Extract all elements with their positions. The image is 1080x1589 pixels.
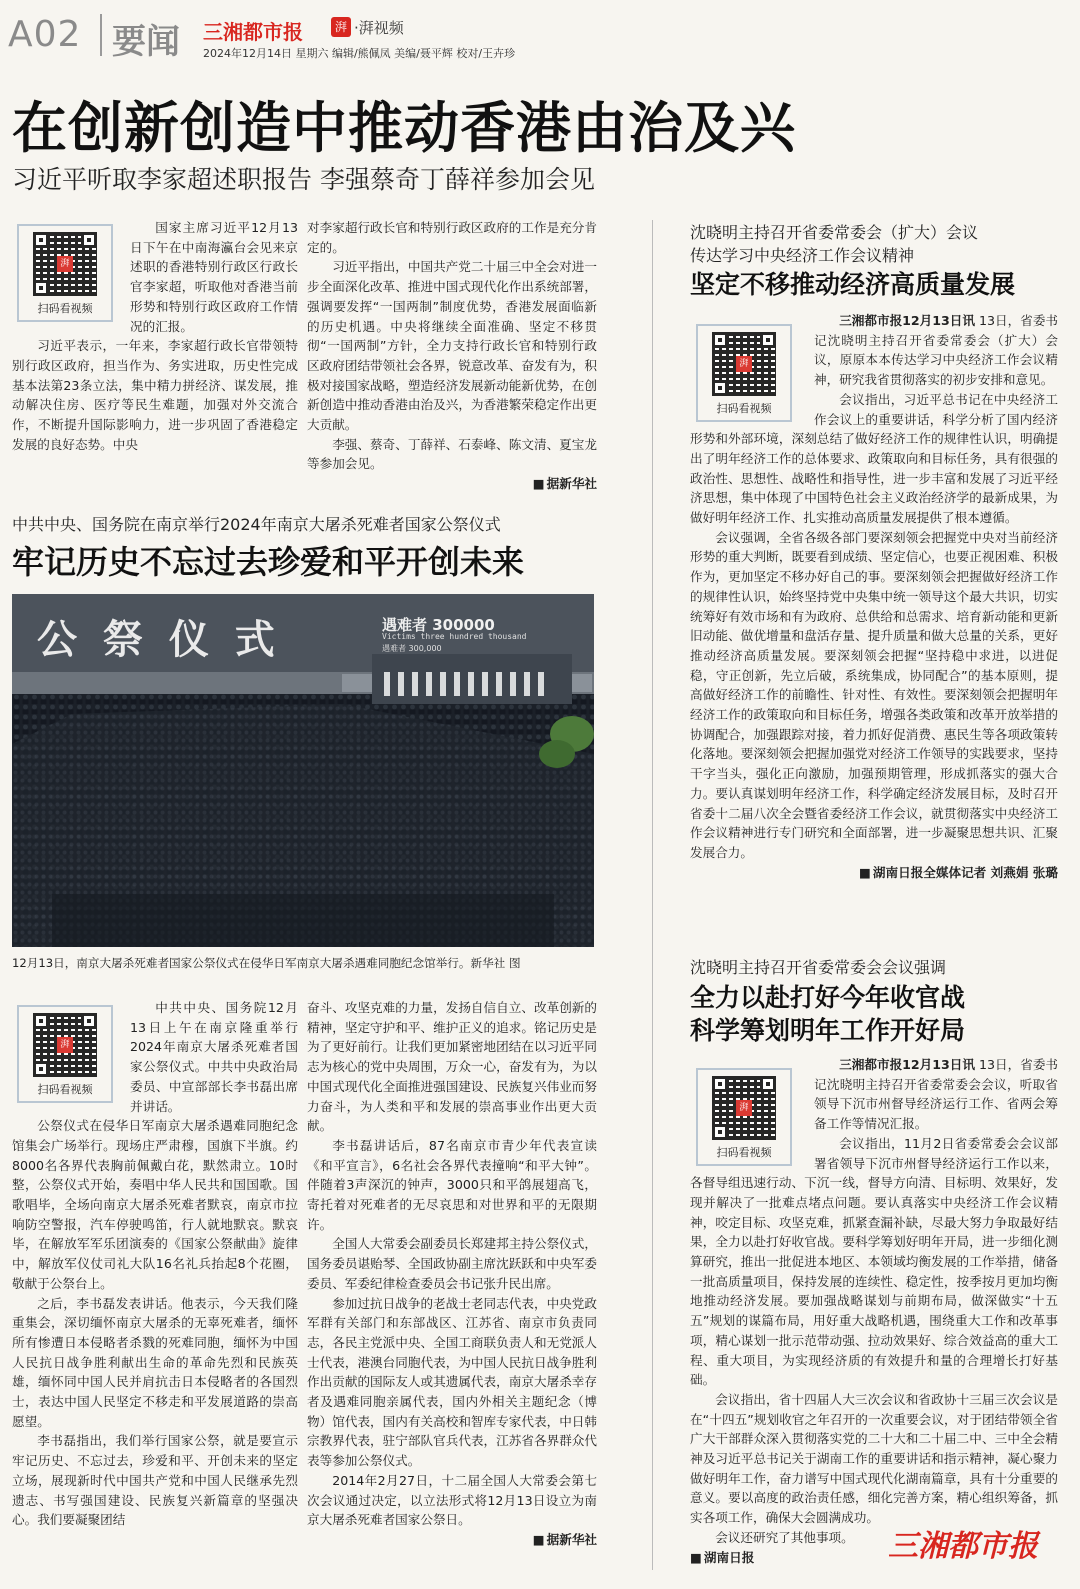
page-number: A02 xyxy=(8,14,82,55)
lead-column-1 xyxy=(12,218,298,468)
paragraph: 三湘都市报12月13日讯 13日，省委书记沈晓明主持召开省委常委会会议，听取省领导下沉市州督导经济运行工作、省两会筹备工作等情况汇报。 xyxy=(814,1057,1059,1132)
paragraph: 李书磊讲话后，87名南京市青少年代表宣读《和平宣言》，6名社会各界代表撞响“和平大钟”。伴随着3声深沉的钟声，3000只和平鸽展翅高飞，寄托着对死难者的无尽哀思和对世界和平的无限期许。 xyxy=(307,1137,597,1232)
paragraph: 全国人大常委会副委员长郑建邦主持公祭仪式，国务委员谌贻琴、全国政协副主席沈跃跃和中央军委委员、军委纪律检查委员会书记张升民出席。 xyxy=(307,1236,597,1291)
paragraph: 国家主席习近平12月13日下午在中南海瀛台会见来京述职的香港特别行政区行政长官李家超，听取他对香港当前形势和特别行政区政府工作情况的汇报。 xyxy=(130,220,298,334)
right-top-body xyxy=(690,311,1058,911)
paragraph: 参加过抗日战争的老战士老同志代表，中央党政军群有关部门和东部战区、江苏省、南京市负责同志，各民主党派中央、全国工商联负责人和无党派人士代表，港澳台同胞代表，为中国人民抗日战争胜利作出贡献的国际友人或其遗属代表，南京大屠杀幸存者及遇难同胞亲属代表，国内外相关主题纪念（博物）馆代表，国内有关高校和智库专家代表，中日韩宗教界代表，驻宁部队官兵代表，江苏省各界群众代表等参加公祭仪式。 xyxy=(307,1295,597,1469)
qr-label: 扫码看视频 xyxy=(716,402,772,415)
photo-victims-cn: 遇难者 300000 xyxy=(382,616,495,634)
column-divider xyxy=(652,220,653,1570)
paper-logo-footer: 三湘都市报 xyxy=(888,1526,1068,1568)
qr-code-icon: 湃 xyxy=(33,1013,97,1077)
qr-label: 扫码看视频 xyxy=(37,302,93,315)
memorial-kicker: 中共中央、国务院在南京举行2024年南京大屠杀死难者国家公祭仪式 xyxy=(12,515,501,534)
memorial-column-1 xyxy=(12,998,298,1558)
paragraph: 李书磊指出，我们举行国家公祭，就是要宣示牢记历史、不忘过去，珍爱和平、开创未来的坚定立场，展现新时代中国共产党和中国人民继承先烈遗志、书写强国建设、民族复兴新篇章的坚强决心。我们要凝聚团结 xyxy=(12,1433,298,1528)
right-top-kicker-1: 沈晓明主持召开省委常委会（扩大）会议 xyxy=(690,223,979,242)
byline: ■ 据新华社 xyxy=(307,474,597,494)
paper-logo: 三湘都市报 xyxy=(203,20,303,44)
paragraph: 会议指出，省十四届人大三次会议和省政协十三届三次会议是在“十四五”规划收官之年召开的一次重要会议，对于团结带领全省广大干部群众深入贯彻落实党的二十大和二十届二中、三中全会精神及习近平总书记关于湖南工作的重要讲话和指示精神，凝心聚力做好明年工作，奋力谱写中国式现代化湖南篇章，具有十分重要的意义。要以高度的政治责任感，细化完善方案，精心组织筹备，抓实各项工作，确保大会圆满成功。 xyxy=(690,1391,1058,1526)
masthead-divider xyxy=(100,14,102,56)
section-name: 要闻 xyxy=(112,22,180,62)
paragraph: 之后，李书磊发表讲话。他表示，今天我们隆重集会，深切缅怀南京大屠杀的无辜死难者，缅怀所有惨遭日本侵略者杀戮的死难同胞，缅怀为中国人民抗日战争胜利献出生命的革命先烈和民族英雄，缅怀同中国人民并肩抗击日本侵略者的各国烈士，表达中国人民坚定不移走和平发展道路的崇高愿望。 xyxy=(12,1295,298,1429)
qr-label: 扫码看视频 xyxy=(37,1083,93,1096)
dateline: 三湘都市报12月13日讯 xyxy=(839,313,975,328)
paragraph: 中共中央、国务院12月13日上午在南京隆重举行2024年南京大屠杀死难者国家公祭仪式。中共中央政治局委员、中宣部部长李书磊出席并讲话。 xyxy=(130,1000,298,1114)
byline: ■ 湖南日报 xyxy=(690,1548,1058,1568)
right-bottom-kicker: 沈晓明主持召开省委常委会会议强调 xyxy=(690,958,947,977)
memorial-column-2 xyxy=(307,998,597,1558)
memorial-photo xyxy=(12,594,594,947)
paragraph: 奋斗、攻坚克难的力量，发扬自信自立、改革创新的精神，坚定守护和平、维护正义的追求。铭记历史是为了更好前行。让我们更加紧密地团结在以习近平同志为核心的党中央周围，万众一心，奋发有为，为以中国式现代化全面推进强国建设、民族复兴伟业而努力奋斗，为人类和平和发展的崇高事业作出更大贡献。 xyxy=(307,1000,597,1134)
paragraph: 2014年2月27日，十二届全国人大常委会第七次会议通过决定，以立法形式将12月13日设立为南京大屠杀死难者国家公祭日。 xyxy=(307,1472,597,1528)
paragraph: 会议强调，全省各级各部门要深刻领会把握党中央对当前经济形势的重大判断，既要看到成绩、坚定信心，也要正视困难、积极作为，更加坚定不移办好自己的事。要深刻领会把握做好经济工作的规律性认识，始终坚持党中央集中统一领导这个最大共识，切实统筹好有效市场和有为政府、总供给和总需求、培育新动能和更新旧动能、做优增量和盘活存量、提升质量和做大总量的关系，更好推动经济高质量发展。要深刻领会把握“坚持稳中求进，以进促稳，守正创新，先立后破，系统集成，协同配合”的基本原则，提高做好经济工作的前瞻性、针对性、有效性。要深刻领会把握明年经济工作的政策取向和目标任务，增强各类政策和改革开放举措的协调配合，加强跟踪对接，着力抓好促消费、惠民生等各项政策转化落地。要深刻领会把握加强党对经济工作领导的实践要求，坚持干字当头，强化正向激励，加强预期管理，形成抓落实的强大合力。要认真谋划明年经济工作，科学确定经济发展目标，及时召开省委十二届八次全会暨省委经济工作会议，就贯彻落实中央经济工作会议精神进行专门研究和全面部署，进一步凝聚思想共识、汇聚发展合力。 xyxy=(690,529,1058,860)
byline: ■ 据新华社 xyxy=(307,1530,597,1550)
paragraph: 习近平表示，一年来，李家超行政长官带领特别行政区政府，担当作为、务实进取，历史性完成基本法第23条立法，集中精力拼经济、谋发展，推动解决住房、医疗等民生难题，加强对外交流合作，不断提升国际影响力，进一步巩固了香港稳定发展的良好态势。中央 xyxy=(12,338,298,452)
paragraph: 对李家超行政长官和特别行政区政府的工作是充分肯定的。 xyxy=(307,220,597,255)
issue-info: 2024年12月14日 星期六 编辑/熊佩凤 美编/聂平辉 校对/王卉珍 xyxy=(203,47,516,60)
lead-column-2 xyxy=(307,218,597,492)
lead-headline: 在创新创造中推动香港由治及兴 xyxy=(12,96,797,160)
dateline: 三湘都市报12月13日讯 xyxy=(839,1057,975,1072)
qr-code-icon: 湃 xyxy=(712,332,776,396)
paragraph: 三湘都市报12月13日讯 13日，省委书记沈晓明主持召开省委常委会（扩大）会议，原原本本传达学习中央经济工作会议精神，研究我省贯彻落实的初步安排和意见。 xyxy=(814,313,1059,388)
paragraph: 会议指出，习近平总书记在中央经济工作会议上的重要讲话，科学分析了国内经济形势和外部环境，深刻总结了做好经济工作的规律性认识，明确提出了明年经济工作的总体要求、政策取向和目标任务，具有很强的政治性、思想性、战略性和指导性，进一步丰富和发展了习近平经济思想，集中体现了中国特色社会主义政治经济学的最新成果，为做好明年经济工作、扎实推动高质量发展提供了根本遵循。 xyxy=(690,391,1058,526)
photo-banner-text: 公 祭 仪 式 xyxy=(37,617,281,663)
lead-subheadline: 习近平听取李家超述职报告 李强蔡奇丁薛祥参加会见 xyxy=(12,165,595,194)
qr-code-icon: 湃 xyxy=(712,1076,776,1140)
photo-victims-small: 遇难者 300,000 xyxy=(382,644,442,653)
masthead xyxy=(0,0,1080,66)
paragraph: 会议还研究了其他事项。 xyxy=(715,1529,854,1545)
paragraph: 公祭仪式在侵华日军南京大屠杀遇难同胞纪念馆集会广场举行。现场庄严肃穆，国旗下半旗。约8000名各界代表胸前佩戴白花，默然肃立。10时整，公祭仪式开始，奏唱中华人民共和国国歌。国歌唱毕，全场向南京大屠杀死难者默哀，南京市拉响防空警报，汽车停驶鸣笛，行人就地默哀。默哀毕，在解放军军乐团演奏的《国家公祭献曲》旋律中，解放军仪仗司礼大队16名礼兵抬起8个花圈，敬献于公祭台上。 xyxy=(12,1118,298,1291)
right-bottom-headline-2: 科学筹划明年工作开好局 xyxy=(690,1016,966,1045)
photo-victims-en: Victims three hundred thousand xyxy=(382,632,527,641)
qr-label: 扫码看视频 xyxy=(716,1146,772,1159)
paragraph: 习近平指出，中国共产党二十届三中全会对进一步全面深化改革、推进中国式现代化作出系统部署，强调要发挥“一国两制”制度优势，香港发展面临新的历史机遇。中央将继续全面准确、坚定不移贯彻“一国两制”方针，全力支持行政长官和特别行政区政府团结带领社会各界，锐意改革、奋发有为，积极对接国家战略，塑造经济发展新动能新优势，在创新创造中推动香港由治及兴，为香港繁荣稳定作出更大贡献。 xyxy=(307,259,597,433)
video-badge-icon: 湃 xyxy=(331,17,351,37)
right-bottom-headline-1: 全力以赴打好今年收官战 xyxy=(690,983,966,1012)
memorial-headline: 牢记历史不忘过去珍爱和平开创未来 xyxy=(12,543,525,581)
right-top-headline: 坚定不移推动经济高质量发展 xyxy=(690,270,1016,299)
paragraph: 李强、蔡奇、丁薛祥、石泰峰、陈文清、夏宝龙等参加会见。 xyxy=(307,436,597,472)
right-top-kicker-2: 传达学习中央经济工作会议精神 xyxy=(690,246,915,265)
photo-caption: 12月13日，南京大屠杀死难者国家公祭仪式在侵华日军南京大屠杀遇难同胞纪念馆举行。新华社 图 xyxy=(12,956,521,970)
qr-code-icon: 湃 xyxy=(33,232,97,296)
paragraph: 会议指出，11月2日省委常委会会议部署省领导下沉市州督导经济运行工作以来，各督导组迅速行动、下沉一线，督导方向清、目标明、效果好，发现并解决了一批难点堵点问题。要认真落实中央经济工作会议精神，咬定目标、攻坚克难，抓紧查漏补缺，尽最大努力争取最好结果，全力以赴打好收官战。要科学筹划好明年开局，进一步细化测算研究，推出一批促进本地区、本领域均衡发展的工作举措，储备一批高质量项目，保持发展的连续性、稳定性，按季按月更加均衡地推动经济发展。要加强战略谋划与前期布局，做深做实“十五五”规划的谋篇布局，用好重大战略机遇，围绕重大工作和改革事项，精心谋划一批示范带动强、拉动效果好、综合效益高的重大工程、重大项目，为实现经济质的有效提升和量的合理增长打好基础。 xyxy=(690,1135,1058,1388)
byline: ■ 湖南日报全媒体记者 刘燕娟 张璐 xyxy=(690,863,1058,883)
right-bottom-body xyxy=(690,1055,1059,1565)
video-brand: ·湃视频 xyxy=(354,19,404,37)
